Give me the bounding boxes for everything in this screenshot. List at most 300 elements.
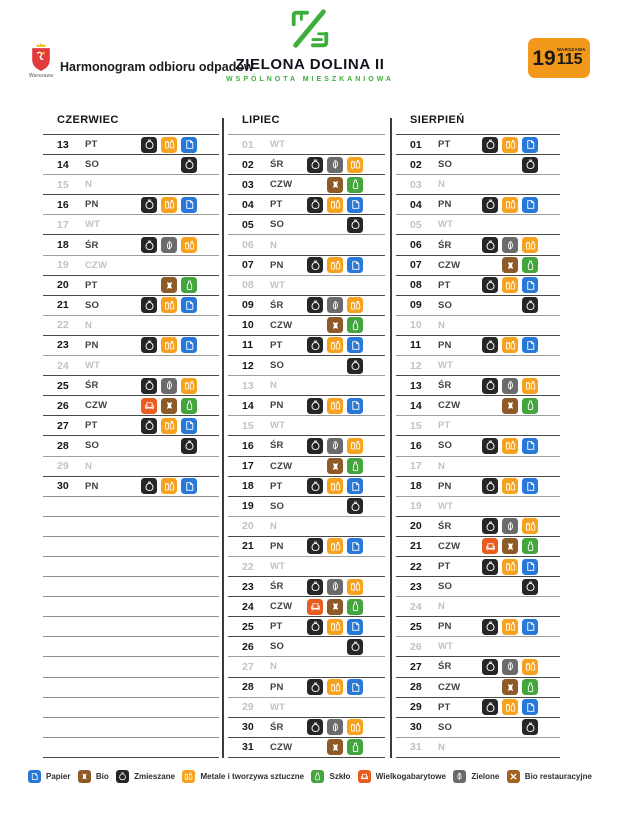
schedule-row [396, 476, 560, 496]
bottle-can-icon [181, 378, 197, 394]
apple-core-icon [502, 538, 518, 554]
bottle-can-icon [182, 770, 195, 783]
row-waste-icons [482, 699, 538, 715]
row-date: 25 [410, 620, 422, 633]
legend-label: Bio [95, 771, 109, 781]
apple-core-icon [161, 277, 177, 293]
schedule-row [396, 355, 560, 375]
legend-label: Zielone [471, 771, 500, 781]
trash-bag-icon [181, 157, 197, 173]
row-date: 12 [242, 359, 254, 372]
trash-bag-icon [482, 137, 498, 153]
paper-icon [522, 137, 538, 153]
trash-bag-icon [482, 378, 498, 394]
paper-icon [522, 197, 538, 213]
bottle-can-icon [347, 438, 363, 454]
schedule-row [396, 536, 560, 556]
row-day: PN [270, 681, 284, 693]
row-date: 28 [57, 439, 69, 452]
month-title: CZERWIEC [57, 114, 119, 126]
row-waste-icons [482, 518, 538, 534]
trash-bag-icon [347, 358, 363, 374]
row-waste-icons [482, 237, 538, 253]
bottle-can-icon [502, 277, 518, 293]
schedule-row [396, 516, 560, 536]
legend [28, 768, 592, 784]
row-waste-icons [502, 257, 538, 273]
row-day: ŚR [270, 440, 284, 452]
row-day: CZW [270, 460, 293, 472]
schedule-row [43, 355, 219, 375]
schedule-row [228, 174, 385, 194]
schedule-row [396, 435, 560, 455]
row-day: WT [270, 420, 286, 432]
row-waste-icons [482, 478, 538, 494]
row-date: 18 [410, 480, 422, 493]
row-day: N [85, 460, 93, 472]
row-date: 20 [242, 520, 254, 533]
row-day: SO [85, 159, 100, 171]
bottle-can-icon [161, 137, 177, 153]
row-waste-icons [141, 398, 197, 414]
row-date: 10 [242, 319, 254, 332]
row-date: 25 [242, 620, 254, 633]
month-rows [43, 134, 219, 758]
schedule-row [228, 234, 385, 254]
schedule-row [228, 154, 385, 174]
glass-bottle-icon [347, 599, 363, 615]
row-waste-icons [522, 719, 538, 735]
row-waste-icons [307, 438, 363, 454]
row-date: 24 [410, 600, 422, 613]
row-day: N [438, 460, 446, 472]
trash-bag-icon [141, 137, 157, 153]
bottle-can-icon [502, 337, 518, 353]
row-waste-icons [327, 739, 363, 755]
legend-item-bio_restauracyjne [507, 770, 592, 783]
row-date: 29 [410, 701, 422, 714]
legend-item-bio [78, 770, 109, 783]
schedule-row [396, 737, 560, 757]
trash-bag-icon [522, 157, 538, 173]
row-date: 14 [410, 399, 422, 412]
trash-bag-icon [307, 579, 323, 595]
row-day: WT [438, 219, 454, 231]
row-waste-icons [307, 619, 363, 635]
schedule-row [43, 194, 219, 214]
legend-label: Zmieszane [134, 771, 176, 781]
row-date: 11 [410, 339, 422, 352]
paper-icon [347, 478, 363, 494]
leaf-icon [327, 438, 343, 454]
row-waste-icons [141, 297, 197, 313]
trash-bag-icon [482, 438, 498, 454]
schedule-row [396, 596, 560, 616]
legend-label: Wielkogabarytowe [375, 771, 446, 781]
bottle-can-icon [327, 337, 343, 353]
row-day: PT [438, 139, 451, 151]
schedule-row [228, 275, 385, 295]
row-waste-icons [141, 478, 197, 494]
bottle-can-icon [161, 418, 177, 434]
trash-bag-icon [482, 237, 498, 253]
schedule-row [43, 295, 219, 315]
bottle-can-icon [347, 579, 363, 595]
schedule-row [396, 194, 560, 214]
month-column-sierpien [396, 114, 560, 758]
paper-icon [522, 438, 538, 454]
schedule-row [43, 234, 219, 254]
row-day: CZW [438, 681, 461, 693]
leaf-icon [502, 237, 518, 253]
schedule-row [228, 677, 385, 697]
row-date: 14 [242, 399, 254, 412]
bottle-can-icon [327, 197, 343, 213]
schedule-row [396, 616, 560, 636]
row-waste-icons [327, 317, 363, 333]
row-date: 31 [242, 741, 254, 754]
row-waste-icons [307, 679, 363, 695]
paper-icon [181, 137, 197, 153]
legend-label: Papier [46, 771, 71, 781]
trash-bag-icon [141, 378, 157, 394]
column-divider [390, 118, 392, 758]
row-date: 28 [242, 681, 254, 694]
row-date: 16 [57, 198, 69, 211]
bottle-can-icon [327, 679, 343, 695]
empty-row [43, 636, 219, 656]
community-subtitle: WSPÓLNOTA MIESZKANIOWA [226, 76, 394, 83]
schedule-row [396, 134, 560, 154]
row-date: 21 [410, 540, 422, 553]
row-day: WT [85, 219, 101, 231]
row-date: 29 [57, 460, 69, 473]
empty-row [43, 536, 219, 556]
schedule-row [396, 174, 560, 194]
empty-row [43, 717, 219, 737]
row-day: PT [438, 279, 451, 291]
row-day: SO [270, 641, 285, 653]
row-waste-icons [482, 137, 538, 153]
schedule-row [228, 697, 385, 717]
schedule-row [228, 375, 385, 395]
row-date: 18 [242, 480, 254, 493]
row-day: N [270, 520, 278, 532]
row-day: PT [85, 279, 98, 291]
row-waste-icons [307, 297, 363, 313]
row-waste-icons [522, 157, 538, 173]
row-waste-icons [502, 679, 538, 695]
row-day: ŚR [438, 520, 452, 532]
schedule-row [43, 154, 219, 174]
schedule-row [396, 576, 560, 596]
schedule-row [396, 275, 560, 295]
row-date: 03 [410, 178, 422, 191]
glass-bottle-icon [522, 679, 538, 695]
apple-core-icon [502, 679, 518, 695]
empty-row [43, 737, 219, 757]
row-day: PT [85, 139, 98, 151]
row-day: SO [438, 299, 453, 311]
row-date: 13 [57, 138, 69, 151]
row-date: 24 [57, 359, 69, 372]
row-day: CZW [85, 259, 108, 271]
schedule-row [228, 636, 385, 656]
trash-bag-icon [307, 157, 323, 173]
row-day: N [270, 380, 278, 392]
apple-core-icon [78, 770, 91, 783]
schedule-row [43, 134, 219, 154]
trash-bag-icon [307, 478, 323, 494]
row-day: PT [85, 420, 98, 432]
row-day: ŚR [85, 380, 99, 392]
schedule-row [396, 375, 560, 395]
row-day: WT [270, 279, 286, 291]
paper-icon [347, 679, 363, 695]
armchair-icon [358, 770, 371, 783]
schedule-row [228, 616, 385, 636]
legend-label: Bio restauracyjne [524, 771, 592, 781]
apple-core-icon [327, 317, 343, 333]
schedule-row [396, 154, 560, 174]
row-day: PN [270, 400, 284, 412]
row-waste-icons [522, 297, 538, 313]
empty-row [43, 616, 219, 636]
row-day: SO [270, 360, 285, 372]
row-day: PT [438, 561, 451, 573]
schedule-row [43, 375, 219, 395]
schedule-row [43, 315, 219, 335]
row-day: CZW [270, 179, 293, 191]
row-day: CZW [85, 400, 108, 412]
schedule-row [43, 275, 219, 295]
leaf-icon [327, 719, 343, 735]
schedule-row [43, 456, 219, 476]
paper-icon [347, 337, 363, 353]
bottle-can-icon [522, 518, 538, 534]
row-waste-icons [307, 579, 363, 595]
paper-icon [181, 297, 197, 313]
empty-row [43, 596, 219, 616]
row-waste-icons [161, 277, 197, 293]
row-date: 26 [242, 640, 254, 653]
schedule-row [396, 335, 560, 355]
trash-bag-icon [482, 337, 498, 353]
row-waste-icons [482, 659, 538, 675]
schedule-row [396, 717, 560, 737]
row-date: 14 [57, 158, 69, 171]
schedule-row [228, 737, 385, 757]
bottle-can-icon [327, 619, 343, 635]
trash-bag-icon [307, 538, 323, 554]
row-date: 23 [57, 339, 69, 352]
paper-icon [181, 418, 197, 434]
schedule-row [228, 536, 385, 556]
schedule-row [43, 476, 219, 496]
glass-bottle-icon [181, 277, 197, 293]
schedule-row [396, 415, 560, 435]
row-date: 13 [242, 379, 254, 392]
row-day: CZW [270, 319, 293, 331]
row-waste-icons [482, 197, 538, 213]
trash-bag-icon [347, 639, 363, 655]
row-date: 09 [410, 299, 422, 312]
row-date: 13 [410, 379, 422, 392]
row-date: 21 [57, 299, 69, 312]
bottle-can-icon [502, 197, 518, 213]
schedule-row [43, 255, 219, 275]
hotline-prefix: 19 [532, 46, 556, 70]
trash-bag-icon [307, 257, 323, 273]
row-day: PT [438, 701, 451, 713]
schedule-row [228, 315, 385, 335]
schedule-row [228, 556, 385, 576]
row-date: 01 [410, 138, 422, 151]
schedule-row [228, 656, 385, 676]
paper-icon [181, 478, 197, 494]
row-date: 12 [410, 359, 422, 372]
row-waste-icons [327, 177, 363, 193]
row-date: 05 [242, 218, 254, 231]
trash-bag-icon [482, 619, 498, 635]
row-date: 22 [242, 560, 254, 573]
row-date: 22 [410, 560, 422, 573]
row-waste-icons [307, 478, 363, 494]
glass-bottle-icon [347, 177, 363, 193]
paper-icon [28, 770, 41, 783]
apple-core-icon [502, 398, 518, 414]
legend-label: Szkło [329, 771, 351, 781]
row-day: ŚR [438, 380, 452, 392]
row-day: CZW [270, 741, 293, 753]
armchair-icon [307, 599, 323, 615]
schedule-row [43, 214, 219, 234]
bottle-can-icon [502, 619, 518, 635]
row-waste-icons [482, 619, 538, 635]
row-day: PT [270, 480, 283, 492]
apple-core-icon [327, 739, 343, 755]
bottle-can-icon [502, 478, 518, 494]
row-waste-icons [141, 418, 197, 434]
paper-icon [347, 538, 363, 554]
legend-item-szklo [311, 770, 350, 783]
row-date: 28 [410, 681, 422, 694]
cross-icon [507, 770, 520, 783]
month-column-czerwiec [43, 114, 219, 758]
row-day: ŚR [270, 299, 284, 311]
bottle-can-icon [502, 699, 518, 715]
row-day: PN [438, 480, 452, 492]
community-logo-icon [287, 6, 333, 52]
leaf-icon [327, 579, 343, 595]
glass-bottle-icon [181, 398, 197, 414]
empty-row [43, 576, 219, 596]
row-waste-icons [307, 719, 363, 735]
row-date: 07 [242, 259, 254, 272]
trash-bag-icon [347, 498, 363, 514]
trash-bag-icon [307, 619, 323, 635]
bottle-can-icon [327, 478, 343, 494]
row-day: ŚR [438, 239, 452, 251]
schedule-row [396, 636, 560, 656]
empty-row [43, 496, 219, 516]
row-waste-icons [482, 538, 538, 554]
month-column-lipiec [228, 114, 385, 758]
trash-bag-icon [482, 197, 498, 213]
paper-icon [347, 398, 363, 414]
row-date: 23 [242, 580, 254, 593]
bottle-can-icon [327, 538, 343, 554]
trash-bag-icon [307, 679, 323, 695]
month-title: LIPIEC [242, 114, 280, 126]
row-date: 04 [242, 198, 254, 211]
trash-bag-icon [522, 579, 538, 595]
row-waste-icons [482, 277, 538, 293]
glass-bottle-icon [522, 257, 538, 273]
empty-row [43, 556, 219, 576]
paper-icon [522, 619, 538, 635]
schedule-row [396, 395, 560, 415]
leaf-icon [161, 237, 177, 253]
row-waste-icons [141, 197, 197, 213]
trash-bag-icon [307, 719, 323, 735]
row-waste-icons [347, 217, 363, 233]
row-day: PT [270, 199, 283, 211]
row-waste-icons [522, 579, 538, 595]
row-waste-icons [181, 157, 197, 173]
schedule-row [228, 415, 385, 435]
empty-row [43, 677, 219, 697]
paper-icon [522, 699, 538, 715]
row-waste-icons [307, 337, 363, 353]
bottle-can-icon [347, 157, 363, 173]
bottle-can-icon [161, 297, 177, 313]
row-day: PN [85, 339, 99, 351]
bottle-can-icon [502, 559, 518, 575]
community-name: ZIELONA DOLINA II [235, 56, 385, 73]
paper-icon [347, 257, 363, 273]
schedule-row [228, 496, 385, 516]
row-waste-icons [347, 358, 363, 374]
row-date: 25 [57, 379, 69, 392]
row-date: 27 [410, 660, 422, 673]
row-day: PN [85, 480, 99, 492]
row-date: 20 [410, 520, 422, 533]
schedule-row [396, 295, 560, 315]
schedule-row [396, 697, 560, 717]
row-date: 17 [242, 460, 254, 473]
legend-item-metale [182, 770, 304, 783]
apple-core-icon [327, 599, 343, 615]
row-waste-icons [482, 337, 538, 353]
row-day: PT [438, 420, 451, 432]
row-day: CZW [438, 259, 461, 271]
schedule-row [396, 656, 560, 676]
trash-bag-icon [522, 719, 538, 735]
row-day: SO [270, 219, 285, 231]
row-day: N [438, 319, 446, 331]
row-date: 26 [410, 640, 422, 653]
row-waste-icons [141, 337, 197, 353]
schedule-row [43, 395, 219, 415]
schedule-row [228, 717, 385, 737]
trash-bag-icon [141, 297, 157, 313]
row-day: WT [85, 360, 101, 372]
paper-icon [181, 197, 197, 213]
schedule-row [228, 476, 385, 496]
apple-core-icon [161, 398, 177, 414]
row-day: N [438, 179, 446, 191]
